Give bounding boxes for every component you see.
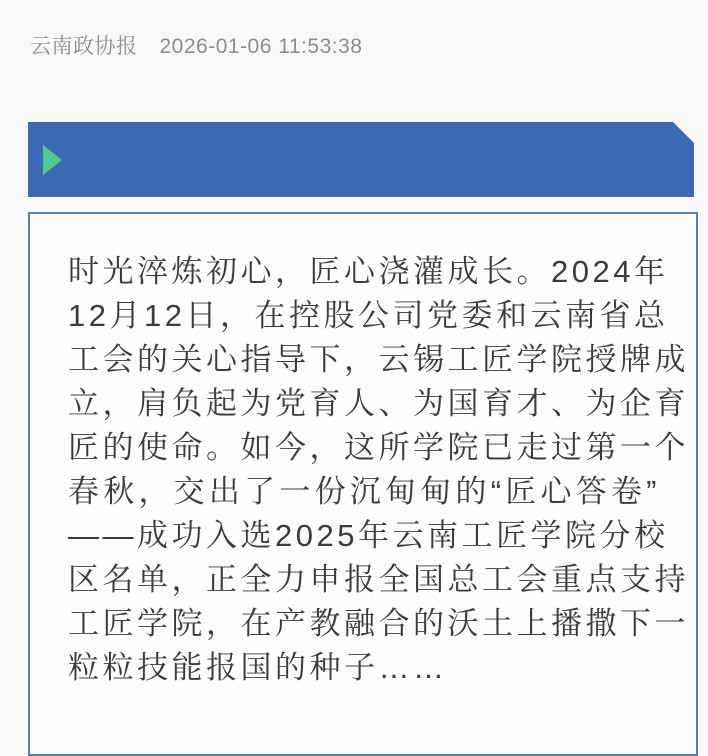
paragraph-line: 12月12日，在控股公司党委和云南省总	[68, 298, 669, 333]
paragraph-line: 工会的关心指导下，云锡工匠学院授牌成	[68, 342, 689, 377]
title-banner	[28, 122, 694, 197]
paragraph-line: 时光淬炼初心，匠心浇灌成长。2024年	[68, 254, 669, 289]
paragraph-line: 匠的使命。如今，这所学院已走过第一个	[68, 430, 689, 465]
article-meta	[30, 33, 362, 61]
article-card	[28, 212, 698, 756]
paragraph-line: 立，肩负起为党育人、为国育才、为企育	[68, 386, 689, 421]
paragraph-line: 区名单，正全力申报全国总工会重点支持	[68, 562, 689, 597]
article-paragraph	[30, 214, 696, 690]
paragraph-line: 工匠学院，在产教融合的沃土上播撒下一	[68, 606, 689, 641]
article-source: 云南政协报	[30, 35, 138, 58]
paragraph-line: ——成功入选2025年云南工匠学院分校	[68, 518, 669, 553]
paragraph-line: 粒粒技能报国的种子……	[68, 650, 448, 685]
paragraph-line: 春秋，交出了一份沉甸甸的“匠心答卷”	[68, 474, 660, 509]
article-timestamp: 2026-01-06 11:53:38	[159, 35, 363, 58]
play-triangle-icon	[43, 145, 62, 175]
